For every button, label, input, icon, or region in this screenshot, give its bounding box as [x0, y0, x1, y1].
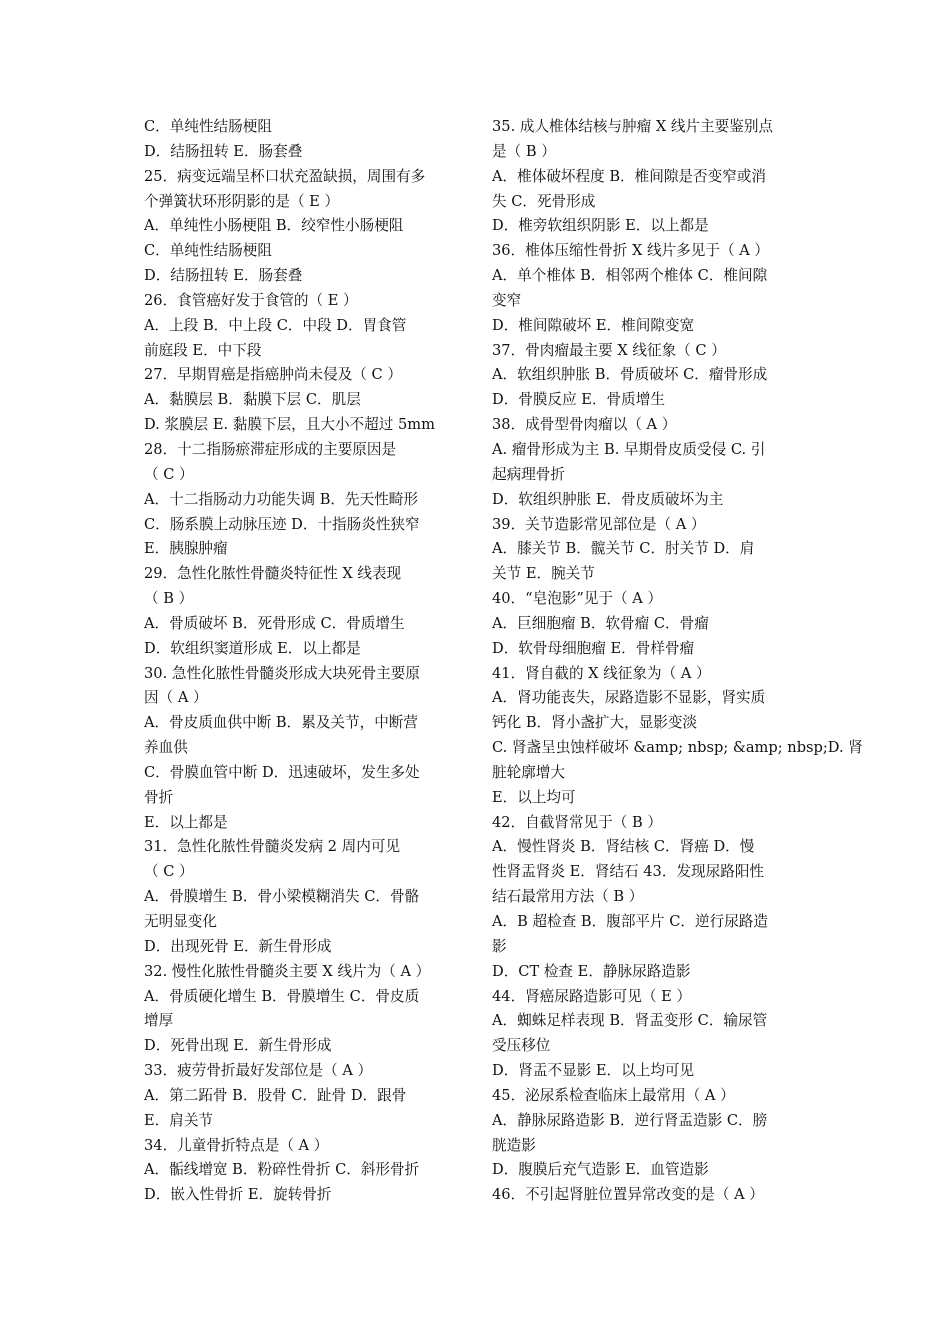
text-line: 结石最常用方法（ B ） [492, 888, 644, 906]
text-line: D．出现死骨 E．新生骨形成 [144, 937, 332, 955]
text-line: 46．不引起肾脏位置异常改变的是（ A ） [492, 1186, 764, 1204]
right-text-column [492, 115, 863, 1208]
text-line: 31．急性化脓性骨髓炎发病 2 周内可见 [144, 838, 401, 856]
text-line: 28．十二指肠瘀滞症形成的主要原因是 [144, 440, 397, 458]
text-line: A．膝关节 B．髋关节 C．肘关节 D．肩 [492, 540, 755, 558]
text-line: 39．关节造影常见部位是（ A ） [492, 515, 706, 533]
text-line: 42．自截肾常见于（ B ） [492, 813, 662, 831]
text-line: 前庭段 E．中下段 [144, 341, 262, 359]
text-line: 32. 慢性化脓性骨髓炎主要 X 线片为（ A ） [144, 962, 431, 980]
text-line: 29．急性化脓性骨髓炎特征性 X 线表现 [144, 565, 402, 583]
text-line: A．静脉尿路造影 B．逆行肾盂造影 C．膀 [492, 1111, 768, 1129]
text-line: 37．骨肉瘤最主要 X 线征象（ C ） [492, 341, 726, 359]
text-line: 个弹簧状环形阴影的是（ E ） [144, 192, 340, 210]
text-line: D. 浆膜层 E. 黏膜下层，且大小不超过 5mm [144, 416, 435, 434]
text-line: A．肾功能丧失，尿路造影不显影，肾实质 [492, 689, 766, 707]
text-line: A．单纯性小肠梗阻 B．绞窄性小肠梗阻 [144, 217, 404, 235]
text-line: C．单纯性结肠梗阻 [144, 242, 272, 260]
text-line: 45．泌尿系检查临床上最常用（ A ） [492, 1086, 735, 1104]
text-line: （ C ） [144, 465, 194, 483]
text-line: 起病理骨折 [492, 465, 565, 483]
text-line: D．骨膜反应 E．骨质增生 [492, 391, 665, 409]
text-line: 36．椎体压缩性骨折 X 线片多见于（ A ） [492, 242, 769, 260]
text-line: 关节 E．腕关节 [492, 565, 595, 583]
text-line: D．软组织窦道形成 E．以上都是 [144, 639, 361, 657]
text-line: C．骨膜血管中断 D．迅速破坏，发生多处 [144, 763, 420, 781]
text-line: 性肾盂肾炎 E．肾结石 43．发现尿路阳性 [492, 863, 765, 881]
text-line: 增厚 [144, 1012, 174, 1030]
text-line: A．十二指肠动力功能失调 B．先天性畸形 [144, 490, 418, 508]
text-line: 钙化 B．肾小盏扩大，显影变淡 [492, 714, 698, 732]
text-line: 27．早期胃癌是指癌肿尚未侵及（ C ） [144, 366, 402, 384]
text-line: 影 [492, 937, 507, 955]
text-line: A．骨皮质血供中断 B．累及关节，中断营 [144, 714, 418, 732]
text-line: D．软骨母细胞瘤 E．骨样骨瘤 [492, 639, 695, 657]
text-line: A．蜘蛛足样表现 B．肾盂变形 C．输尿管 [492, 1012, 768, 1030]
text-line: A．骺线增宽 B．粉碎性骨折 C．斜形骨折 [144, 1161, 420, 1179]
text-line: D．结肠扭转 E．肠套叠 [144, 142, 303, 160]
text-line: A．上段 B．中上段 C．中段 D．胃食管 [144, 316, 407, 334]
text-line: 41．肾自截的 X 线征象为（ A ） [492, 664, 711, 682]
text-line: D．软组织肿胀 E．骨皮质破坏为主 [492, 490, 724, 508]
text-line: A．软组织肿胀 B．骨质破坏 C．瘤骨形成 [492, 366, 768, 384]
text-line: 30. 急性化脓性骨髓炎形成大块死骨主要原 [144, 664, 420, 682]
text-line: A. 瘤骨形成为主 B. 早期骨皮质受侵 C. 引 [492, 440, 766, 458]
text-line: A．椎体破坏程度 B．椎间隙是否变窄或消 [492, 167, 766, 185]
text-line: D．结肠扭转 E．肠套叠 [144, 267, 303, 285]
text-line: D．嵌入性骨折 E．旋转骨折 [144, 1186, 332, 1204]
text-line: A．骨膜增生 B．骨小梁模糊消失 C．骨骼 [144, 888, 420, 906]
text-line: D．椎旁软组织阴影 E．以上都是 [492, 217, 709, 235]
text-line: D．腹膜后充气造影 E．血管造影 [492, 1161, 709, 1179]
text-line: E．以上均可 [492, 788, 576, 806]
text-line: （ C ） [144, 863, 194, 881]
text-line: 38．成骨型骨肉瘤以（ A ） [492, 416, 677, 434]
text-line: A．巨细胞瘤 B．软骨瘤 C．骨瘤 [492, 614, 709, 632]
text-line: 因（ A ） [144, 689, 208, 707]
text-line: C．单纯性结肠梗阻 [144, 118, 272, 135]
text-line: 34．儿童骨折特点是（ A ） [144, 1136, 329, 1154]
text-line: A．单个椎体 B．相邻两个椎体 C．椎间隙 [492, 267, 768, 285]
text-line: 受压移位 [492, 1037, 551, 1055]
text-line: 失 C．死骨形成 [492, 192, 596, 210]
text-line: 33．疲劳骨折最好发部位是（ A ） [144, 1062, 373, 1080]
text-line: A．骨质破坏 B．死骨形成 C．骨质增生 [144, 614, 405, 632]
text-line: 骨折 [144, 788, 174, 806]
text-line: 44．肾癌尿路造影可见（ E ） [492, 987, 692, 1005]
text-line: D．肾盂不显影 E．以上均可见 [492, 1062, 695, 1080]
text-line: 26．食管癌好发于食管的（ E ） [144, 291, 358, 309]
text-line: D．CT 检查 E．静脉尿路造影 [492, 962, 691, 980]
text-line: C．肠系膜上动脉压迹 D．十指肠炎性狭窄 [144, 515, 420, 533]
text-line: D．死骨出现 E．新生骨形成 [144, 1037, 332, 1055]
text-line: A．第二跖骨 B．股骨 C．趾骨 D．跟骨 [144, 1086, 407, 1104]
text-line: （ B ） [144, 590, 194, 608]
text-line: 是（ B ） [492, 142, 556, 160]
text-line: 变窄 [492, 291, 522, 309]
left-text-column [144, 115, 462, 1208]
text-line: A．慢性肾炎 B．肾结核 C．肾癌 D．慢 [492, 838, 755, 856]
text-line: E．以上都是 [144, 813, 228, 831]
text-line: C. 肾盏呈虫蚀样破坏 &amp; nbsp; &amp; nbsp;D. 肾 [492, 739, 863, 757]
text-line: E．胰腺肿瘤 [144, 540, 228, 558]
text-line: D．椎间隙破坏 E．椎间隙变宽 [492, 316, 695, 334]
text-line: 35. 成人椎体结核与肿瘤 X 线片主要鉴别点 [492, 118, 774, 135]
text-line: A．骨质硬化增生 B．骨膜增生 C．骨皮质 [144, 987, 420, 1005]
text-line: 25．病变远端呈杯口状充盈缺损，周围有多 [144, 167, 426, 185]
text-line: 无明显变化 [144, 913, 217, 930]
text-line: 40．“皂泡影”见于（ A ） [492, 590, 663, 608]
text-line: A．黏膜层 B．黏膜下层 C．肌层 [144, 391, 361, 409]
text-line: A．B 超检查 B．腹部平片 C．逆行尿路造 [492, 913, 768, 930]
text-line: E．肩关节 [144, 1111, 214, 1129]
text-line: 脏轮廓增大 [492, 763, 565, 781]
text-line: 养血供 [144, 739, 188, 757]
text-line: 胱造影 [492, 1136, 536, 1154]
